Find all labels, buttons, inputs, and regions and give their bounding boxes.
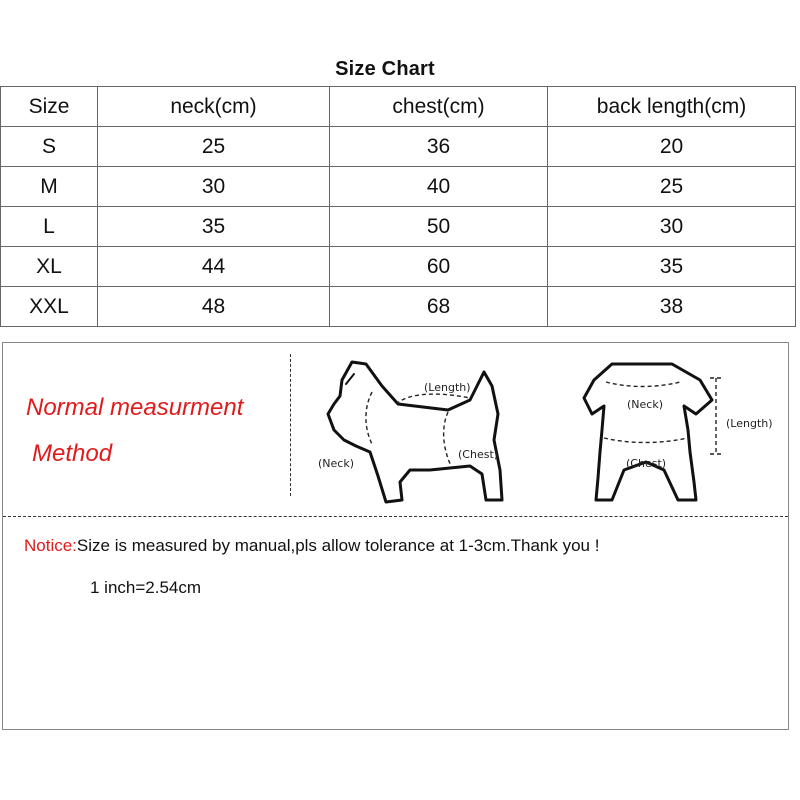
cell-size: S (1, 127, 98, 167)
cell-neck: 48 (98, 287, 330, 327)
method-title-line1: Normal measurment (26, 394, 244, 421)
chart-title: Size Chart (335, 58, 435, 80)
cell-chest: 60 (330, 247, 548, 287)
cell-chest: 40 (330, 167, 548, 207)
cell-neck: 30 (98, 167, 330, 207)
shirt-chest-label: (Chest) (626, 457, 667, 470)
header-neck: neck(cm) (98, 87, 330, 127)
cell-size: L (1, 207, 98, 247)
cell-chest: 36 (330, 127, 548, 167)
header-back-length: back length(cm) (548, 87, 796, 127)
cell-size: M (1, 167, 98, 207)
dog-neck-label: (Neck) (318, 457, 354, 470)
inch-conversion: 1 inch=2.54cm (90, 578, 202, 597)
cell-neck: 44 (98, 247, 330, 287)
cell-neck: 25 (98, 127, 330, 167)
notice-text (24, 536, 599, 556)
cell-back-length: 25 (548, 167, 796, 207)
dog-chest-label: (Chest) (458, 448, 499, 461)
shirt-illustration (584, 364, 712, 500)
method-title-line2: Method (32, 440, 113, 467)
header-size: Size (1, 87, 98, 127)
cell-chest: 68 (330, 287, 548, 327)
cell-back-length: 30 (548, 207, 796, 247)
notice-prefix: Notice: (24, 536, 77, 555)
shirt-neck-label: (Neck) (627, 398, 663, 411)
header-chest: chest(cm) (330, 87, 548, 127)
dog-illustration (328, 362, 502, 502)
dog-measure-lines (366, 392, 470, 468)
cell-size: XL (1, 247, 98, 287)
cell-back-length: 38 (548, 287, 796, 327)
notice-body: Size is measured by manual,pls allow tolerance at 1-3cm.Thank you ! (76, 536, 600, 555)
dog-length-label: (Length) (424, 381, 471, 394)
cell-back-length: 20 (548, 127, 796, 167)
cell-back-length: 35 (548, 247, 796, 287)
shirt-length-label: (Length) (726, 417, 773, 430)
cell-size: XXL (1, 287, 98, 327)
cell-neck: 35 (98, 207, 330, 247)
cell-chest: 50 (330, 207, 548, 247)
